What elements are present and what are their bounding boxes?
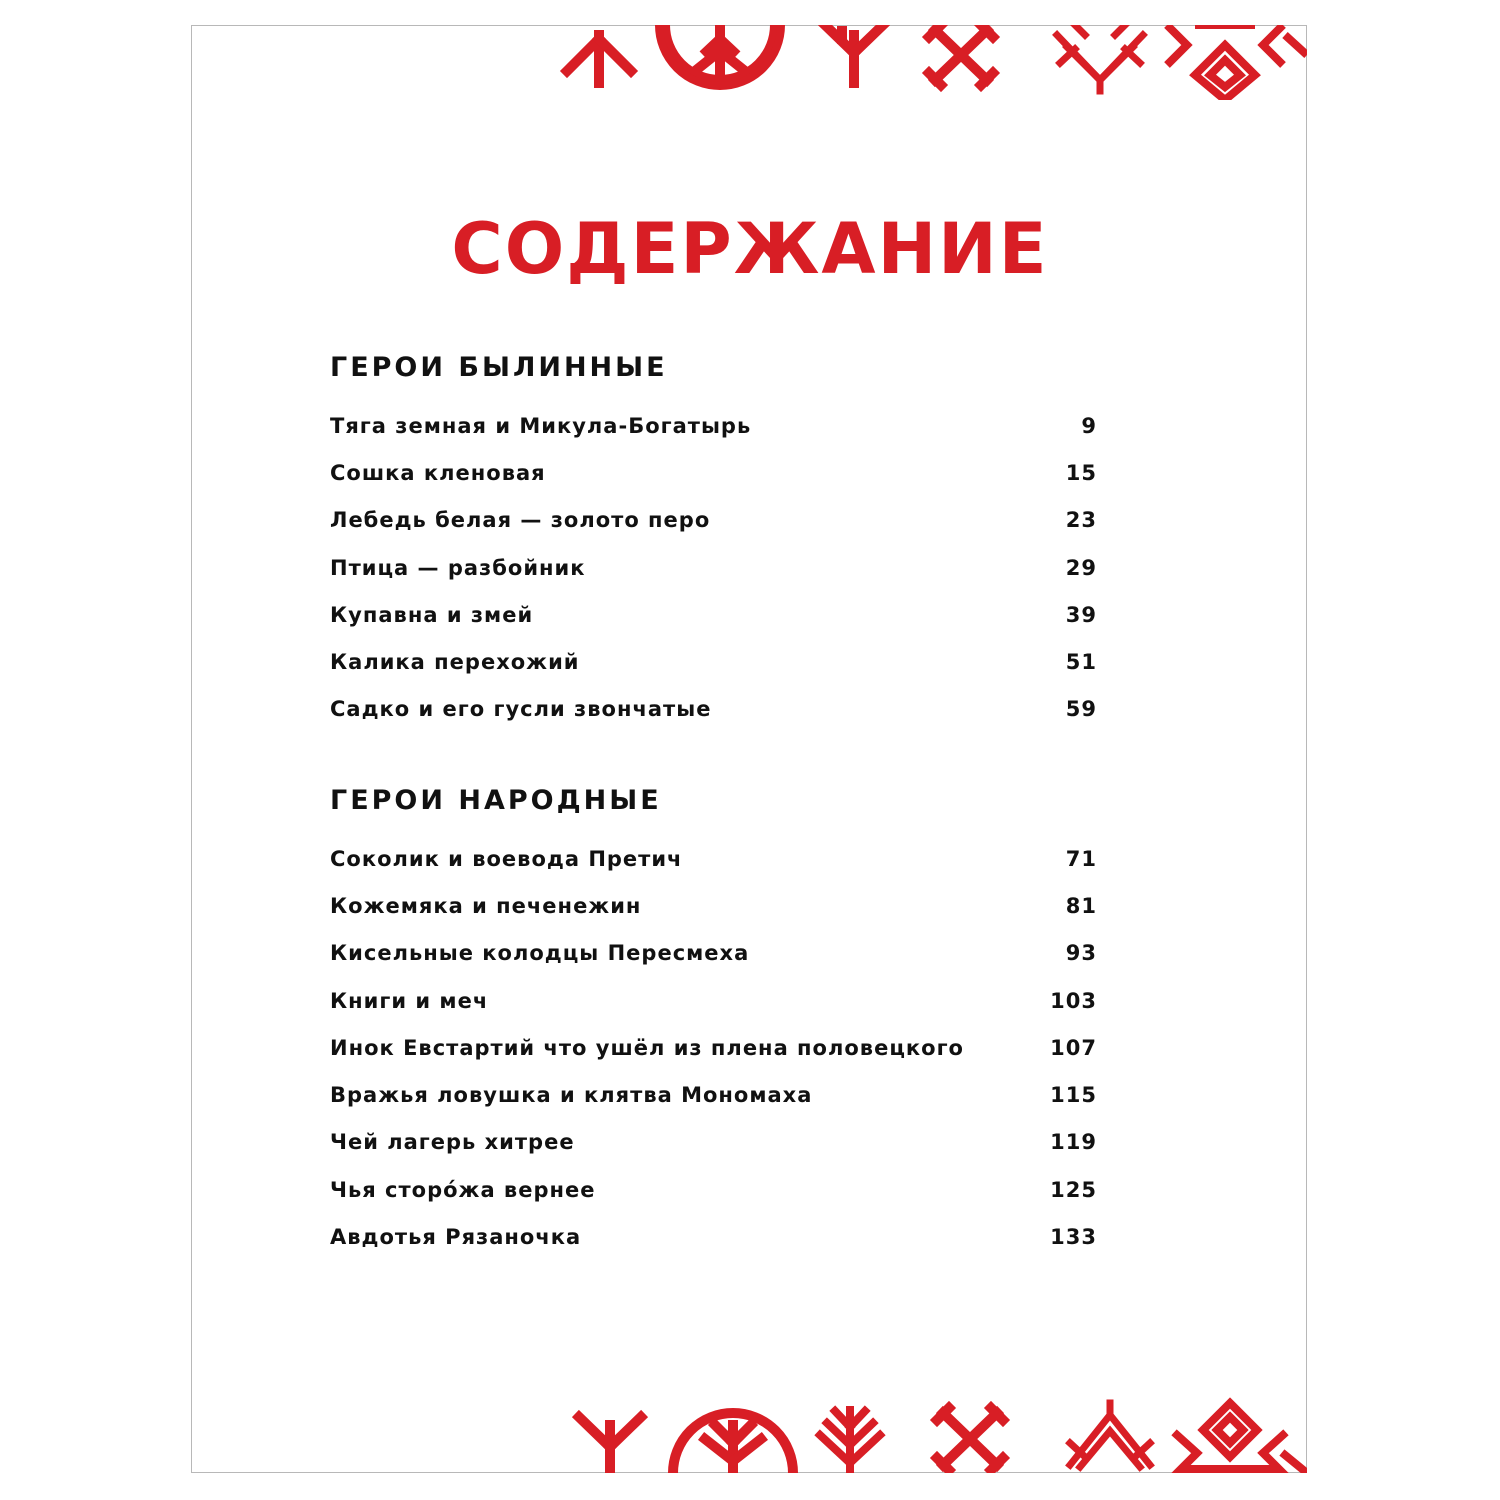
toc-list-narodnye [330,835,1097,1261]
toc-entry-title: Книги и меч [330,988,489,1013]
toc-entry[interactable] [330,882,1097,929]
sun-circle-icon [673,1413,793,1473]
toc-entry-title: Птица — разбойник [330,555,586,580]
bottom-ornament-band [565,1395,1307,1473]
toc-entry-title: Чей лагерь хитрее [330,1130,575,1155]
toc-entry[interactable] [330,638,1097,685]
toc-entry-page: 107 [1050,1035,1097,1060]
toc-entry[interactable] [330,1119,1097,1166]
toc-entry-page: 59 [1065,697,1097,722]
tree-rune-icon [825,25,883,83]
chevron-branch-icon [1057,25,1143,91]
tree-rune-icon [579,1417,641,1473]
cross-knot-icon [937,1408,1003,1470]
toc-entry-page: 93 [1065,941,1097,966]
toc-entry[interactable] [330,1213,1097,1260]
toc-entry-page: 81 [1065,893,1097,918]
toc-entry[interactable] [330,544,1097,591]
toc-entry-page: 39 [1065,602,1097,627]
top-ornament-band [555,25,1307,100]
toc-entry-title: Авдотья Рязаночка [330,1225,582,1250]
sun-circle-icon [659,25,781,88]
cross-knot-icon [929,25,993,85]
toc-entry[interactable] [330,449,1097,496]
toc-entry-page: 103 [1050,988,1097,1013]
toc-list-bylinnye [330,402,1097,733]
fir-branch-icon [820,1410,880,1473]
toc-entry[interactable] [330,930,1097,977]
toc-entry-title: Соколик и воевода Претич [330,846,683,871]
toc-entry-page: 23 [1065,508,1097,533]
chevron-branch-icon [1070,1403,1150,1467]
toc-entry-page: 115 [1050,1083,1097,1108]
toc-entry-title: Садко и его гусли звончатые [330,697,712,722]
toc-entry[interactable] [330,1024,1097,1071]
toc-entry[interactable] [330,497,1097,544]
toc-entry-title: Чья сторóжа вернее [330,1177,596,1202]
toc-entry[interactable] [330,402,1097,449]
toc-entry[interactable] [330,591,1097,638]
section-heading-bylinnye: ГЕРОИ БЫЛИННЫЕ [330,352,668,383]
section-heading-narodnye: ГЕРОИ НАРОДНЫЕ [330,785,662,816]
diamond-lattice-icon [1167,25,1307,100]
toc-entry-page: 71 [1065,846,1097,871]
toc-entry-title: Тяга земная и Микула-Богатырь [330,413,752,438]
diamond-lattice-icon [1177,1403,1307,1473]
toc-entry-title: Кожемяка и печенежин [330,893,642,918]
toc-entry-title: Вражья ловушка и клятва Мономаха [330,1083,813,1108]
page-title: СОДЕРЖАНИЕ [451,208,1049,290]
toc-entry-title: Лебедь белая — золото перо [330,508,711,533]
toc-entry-page: 9 [1081,413,1097,438]
toc-entry-page: 133 [1050,1225,1097,1250]
toc-entry-title: Сошка кленовая [330,460,546,485]
toc-entry[interactable] [330,1166,1097,1213]
toc-entry-page: 29 [1065,555,1097,580]
toc-entry-page: 125 [1050,1177,1097,1202]
toc-entry[interactable] [330,977,1097,1024]
toc-entry-title: Калика перехожий [330,650,580,675]
toc-entry-title: Купавна и змей [330,602,534,627]
toc-entry[interactable] [330,835,1097,882]
toc-entry-page: 51 [1065,650,1097,675]
toc-entry-title: Кисельные колодцы Пересмеха [330,941,750,966]
toc-entry[interactable] [330,1071,1097,1118]
toc-entry-page: 119 [1050,1130,1097,1155]
arrow-rune-icon [567,35,631,83]
toc-entry[interactable] [330,686,1097,733]
toc-entry-page: 15 [1065,460,1097,485]
toc-entry-title: Инок Евстартий что ушёл из плена половецкого [330,1035,964,1060]
